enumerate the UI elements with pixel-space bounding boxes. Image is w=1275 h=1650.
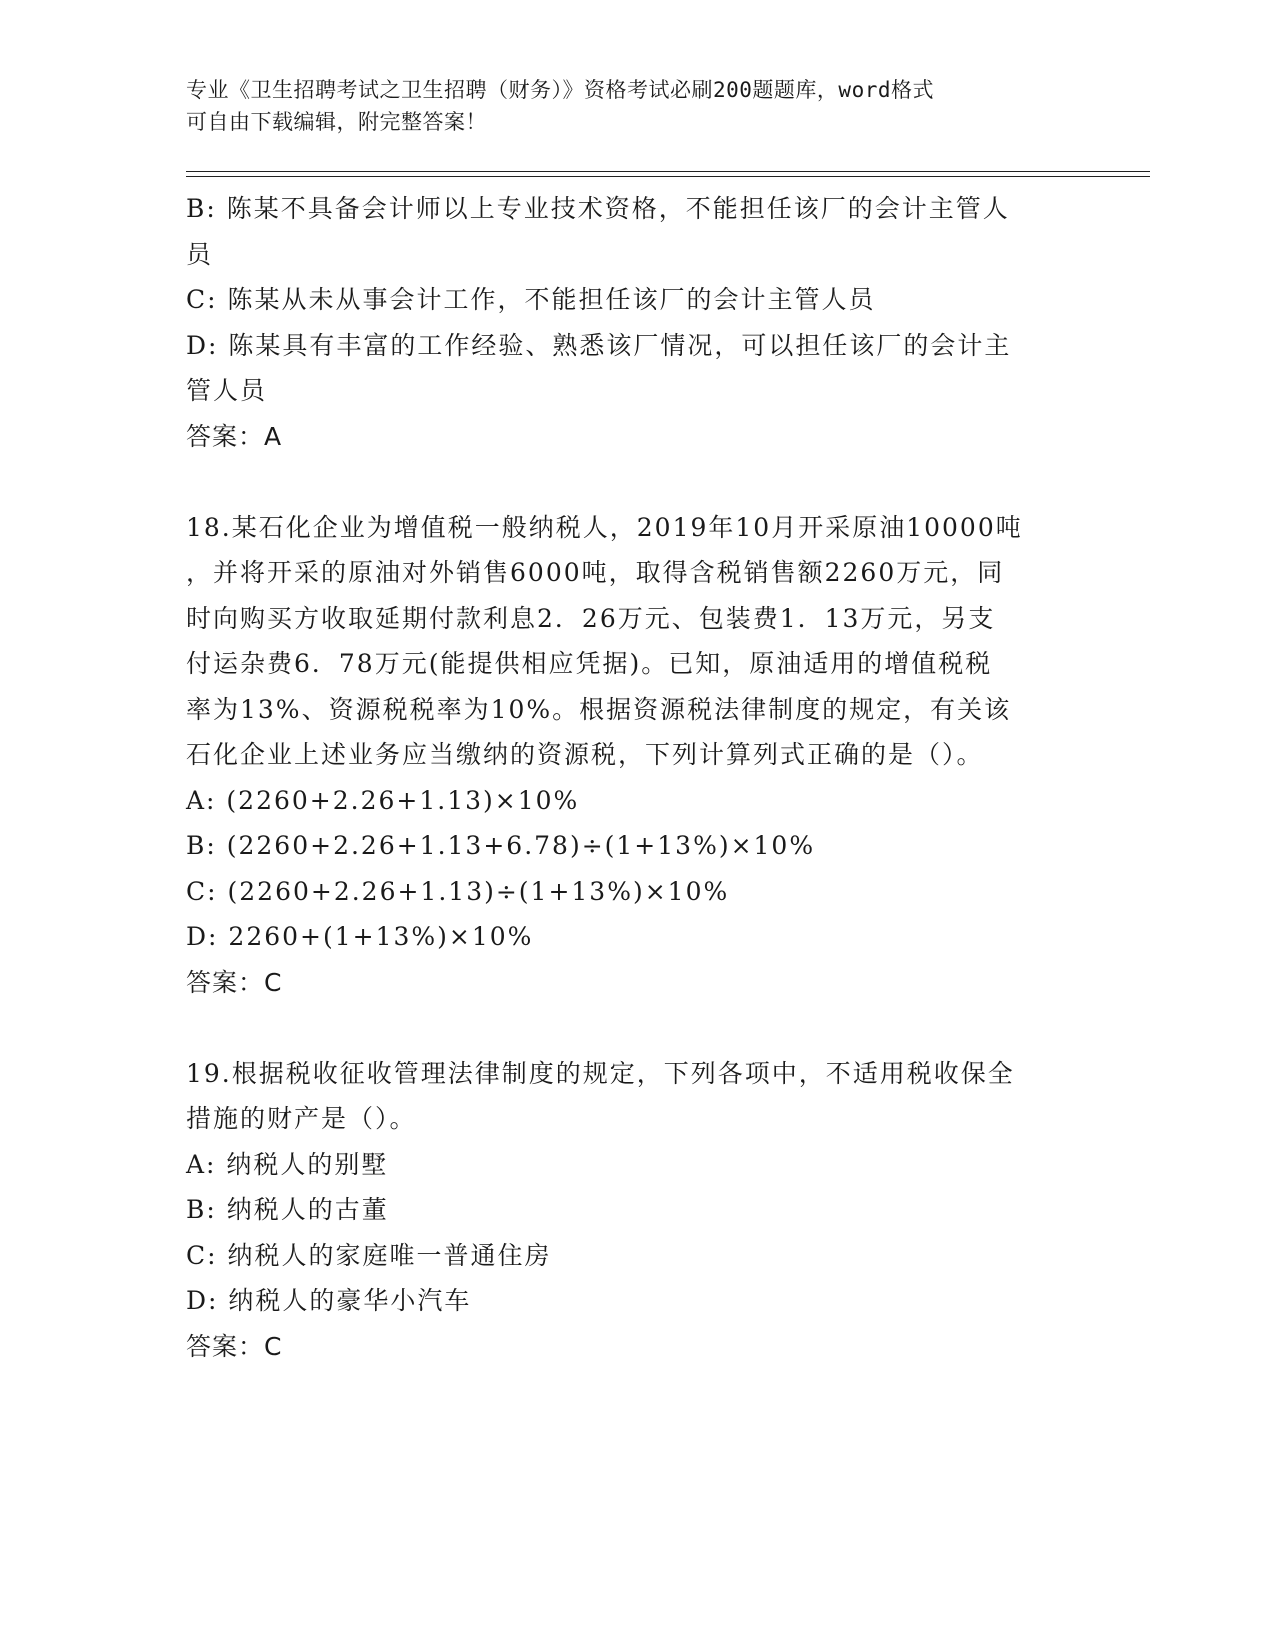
answer: 答案：A: [186, 421, 283, 451]
question-text: 措施的财产是（）。: [186, 1104, 417, 1133]
question-18: [186, 505, 1066, 1006]
question-17-tail: [186, 186, 1066, 459]
option-d: D: 陈某具有丰富的工作经验、熟悉该厂情况，可以担任该厂的会计主: [186, 330, 1012, 360]
question-text: 18.某石化企业为增值税一般纳税人，2019年10月开采原油10000吨: [186, 512, 1023, 542]
option-b: B: 陈某不具备会计师以上专业技术资格，不能担任该厂的会计主管人: [186, 194, 1010, 223]
option-c: C: (2260+2.26+1.13)÷(1+13%)×10%: [186, 876, 730, 906]
option-b: B: 纳税人的古董: [186, 1195, 389, 1224]
page-header: [186, 74, 1066, 138]
spacer: [186, 1005, 1066, 1051]
header-rule-bottom: [186, 176, 1150, 177]
question-text: 时向购买方收取延期付款利息2．26万元、包装费1．13万元，另支: [186, 603, 996, 633]
header-rule-top: [186, 171, 1150, 172]
option-a: A: (2260+2.26+1.13)×10%: [186, 785, 580, 815]
option-d-cont: 管人员: [186, 376, 268, 405]
question-text: 19.根据税收征收管理法律制度的规定，下列各项中，不适用税收保全: [186, 1058, 1015, 1088]
spacer: [186, 459, 1066, 505]
question-text: 石化企业上述业务应当缴纳的资源税，下列计算列式正确的是（）。: [186, 740, 984, 769]
option-c: C: 陈某从未从事会计工作，不能担任该厂的会计主管人员: [186, 285, 876, 314]
question-content: [186, 186, 1066, 1369]
answer: 答案：C: [186, 967, 283, 997]
option-c: C: 纳税人的家庭唯一普通住房: [186, 1240, 552, 1270]
option-d: D: 2260+(1+13%)×10%: [186, 922, 534, 951]
header-line: 可自由下载编辑，附完整答案！: [186, 110, 487, 134]
option-a: A: 纳税人的别墅: [186, 1149, 389, 1179]
question-text: 付运杂费6．78万元(能提供相应凭据)。已知，原油适用的增值税税: [186, 649, 993, 678]
option-d: D: 纳税人的豪华小汽车: [186, 1286, 472, 1315]
header-line: 专业《卫生招聘考试之卫生招聘（财务）》资格考试必刷200题题库，word格式: [186, 78, 934, 102]
option-b-cont: 员: [186, 239, 214, 269]
question-19: [186, 1051, 1066, 1370]
answer: 答案：C: [186, 1331, 283, 1361]
question-text: 率为13%、资源税税率为10%。根据资源税法律制度的规定，有关该: [186, 694, 1012, 724]
option-b: B: (2260+2.26+1.13+6.78)÷(1+13%)×10%: [186, 831, 816, 860]
question-text: ，并将开采的原油对外销售6000吨，取得含税销售额2260万元，同: [186, 558, 1005, 587]
